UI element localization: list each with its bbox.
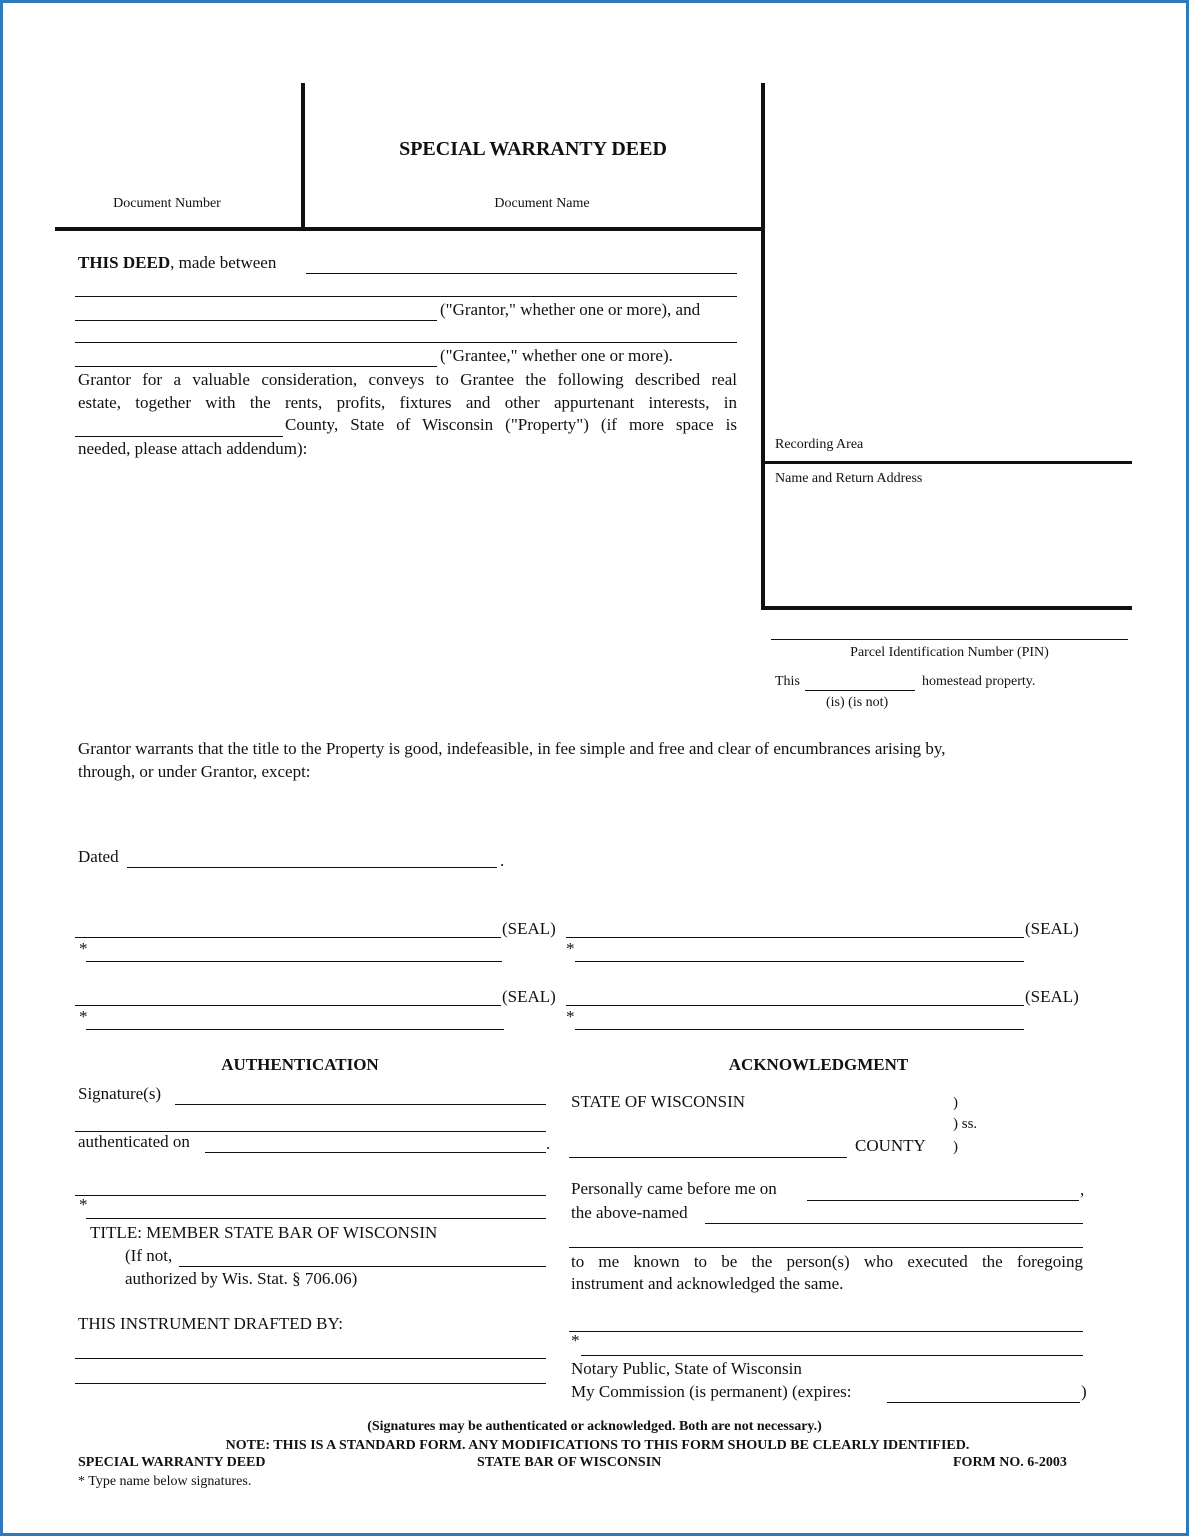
notary-name-field[interactable] [581,1337,1083,1356]
if-not-label: (If not, [125,1246,173,1265]
signature-line-4[interactable] [566,987,1024,1006]
party-field-2[interactable] [75,278,737,297]
return-address-label: Name and Return Address [775,471,923,486]
notary-star: * [571,1331,580,1350]
footer-standard-note: NOTE: THIS IS A STANDARD FORM. ANY MODIFICATIONS TO THIS FORM SHOULD BE CLEARLY IDENTIFIED. [225,1438,970,1453]
county-name-field[interactable] [569,1139,847,1158]
printed-name-line-1[interactable] [86,943,502,962]
deed-intro-rest: , made between [170,253,277,272]
paren-top: ) [953,1095,958,1111]
legal-description-field[interactable] [78,465,738,725]
grantee-field-1[interactable] [75,324,737,343]
grantor-name-field[interactable] [75,302,437,321]
county-field[interactable] [75,418,283,437]
authentication-heading: AUTHENTICATION [221,1055,379,1074]
authenticated-on-period: . [546,1134,551,1153]
authorized-statute: authorized by Wis. Stat. § 706.06) [125,1269,358,1288]
return-address-bottom-rule [763,606,1132,610]
grantee-name-field[interactable] [75,348,437,367]
personally-came-label: Personally came before me on [571,1179,777,1198]
seal-label-1: (SEAL) [502,919,556,938]
commission-expiry-field[interactable] [887,1384,1080,1403]
grantor-suffix: ("Grantor," whether one or more), and [440,300,701,319]
recording-area-label: Recording Area [775,437,864,452]
signature-line-3[interactable] [75,987,501,1006]
warranty-line-2: through, or under Grantor, except: [78,762,311,781]
pin-label: Parcel Identification Number (PIN) [850,645,1049,660]
notary-public-label: Notary Public, State of Wisconsin [571,1359,802,1378]
star-mark-3: * [79,1007,88,1026]
exceptions-field[interactable] [78,785,1078,835]
footer-state-bar: STATE BAR OF WISCONSIN [477,1455,662,1470]
above-named-field[interactable] [705,1205,1083,1224]
grantee-suffix: ("Grantee," whether one or more). [440,346,673,365]
return-address-field[interactable] [778,491,1128,601]
dated-period: . [500,851,505,870]
above-named-field-2[interactable] [569,1229,1083,1248]
authenticated-on-field[interactable] [205,1134,546,1153]
authentication-signatures-label: Signature(s) [78,1084,162,1103]
printed-name-line-2[interactable] [575,943,1024,962]
footer-type-name-note: * Type name below signatures. [78,1474,252,1489]
commission-label: My Commission (is permanent) (expires: [571,1382,852,1401]
star-mark-4: * [566,1007,575,1026]
title-member-line: TITLE: MEMBER STATE BAR OF WISCONSIN [90,1223,438,1242]
authentication-signatures-field[interactable] [175,1086,546,1105]
dated-label: Dated [78,847,119,866]
printed-name-line-3[interactable] [86,1011,504,1030]
printed-name-line-4[interactable] [575,1011,1024,1030]
appearance-comma: , [1080,1180,1085,1199]
state-label: STATE OF WISCONSIN [571,1092,746,1111]
warranty-line-1: Grantor warrants that the title to the Property is good, indefeasible, in fee simple and free and clear of encumbrances arising by, [78,739,946,758]
homestead-field[interactable] [805,672,915,691]
homestead-options: (is) (is not) [826,695,889,710]
star-mark-2: * [566,939,575,958]
if-not-field[interactable] [179,1248,546,1267]
notary-signature-field[interactable] [569,1313,1083,1332]
footer-signatures-note: (Signatures may be authenticated or acknowledged. Both are not necessary.) [367,1419,822,1434]
deed-intro-bold: THIS DEED [78,253,171,272]
star-mark-1: * [79,939,88,958]
drafted-by-label: THIS INSTRUMENT DRAFTED BY: [78,1314,343,1333]
footer-form-number: FORM NO. 6-2003 [953,1455,1067,1470]
seal-label-4: (SEAL) [1025,987,1079,1006]
drafted-by-field-2[interactable] [75,1365,546,1384]
conveyance-line-4: needed, please attach addendum): [78,439,308,458]
signature-line-2[interactable] [566,919,1024,938]
dated-field[interactable] [127,849,497,868]
known-line-2: instrument and acknowledged the same. [571,1274,844,1293]
seal-label-2: (SEAL) [1025,919,1079,938]
party-field-1[interactable] [306,255,737,274]
conveyance-line-2: estate, together with the rents, profits, fixtures and other appurtenant interests, in [78,392,737,412]
conveyance-paragraph [78,369,737,414]
known-line-1: to me known to be the person(s) who executed the foregoing [571,1252,1083,1271]
form-title: SPECIAL WARRANTY DEED [399,138,667,160]
authentication-signatures-field-2[interactable] [75,1113,546,1132]
authenticated-on-label: authenticated on [78,1132,190,1151]
appearance-date-field[interactable] [807,1182,1079,1201]
authenticator-star: * [79,1195,88,1214]
pin-field[interactable] [771,621,1128,640]
acknowledgment-heading: ACKNOWLEDGMENT [728,1055,909,1074]
known-paragraph [571,1251,1083,1274]
commission-close-paren: ) [1081,1382,1087,1401]
deed-intro [78,253,276,273]
conveyance-line-3: County, State of Wisconsin ("Property") (if more space is [285,415,737,434]
header-bottom-rule [55,227,765,231]
county-label: COUNTY [855,1136,926,1155]
seal-label-3: (SEAL) [502,987,556,1006]
authenticator-signature-field[interactable] [75,1177,546,1196]
signature-line-1[interactable] [75,919,501,938]
conveyance-line-3-wrap [285,414,737,437]
document-number-label: Document Number [113,196,221,211]
homestead-prefix: This [775,674,800,689]
paren-bottom: ) [953,1139,958,1155]
above-named-label: the above-named [571,1203,688,1222]
authenticator-name-field[interactable] [86,1200,546,1219]
conveyance-line-1: Grantor for a valuable consideration, conveys to Grantee the following described real [78,370,737,389]
footer-form-title: SPECIAL WARRANTY DEED [78,1455,266,1470]
homestead-suffix: homestead property. [922,674,1036,689]
recording-area-divider [763,461,1132,464]
recording-area-border [761,83,765,610]
document-name-label: Document Name [494,196,590,211]
ss-label: ) ss. [953,1116,978,1132]
drafted-by-field-1[interactable] [75,1340,546,1359]
